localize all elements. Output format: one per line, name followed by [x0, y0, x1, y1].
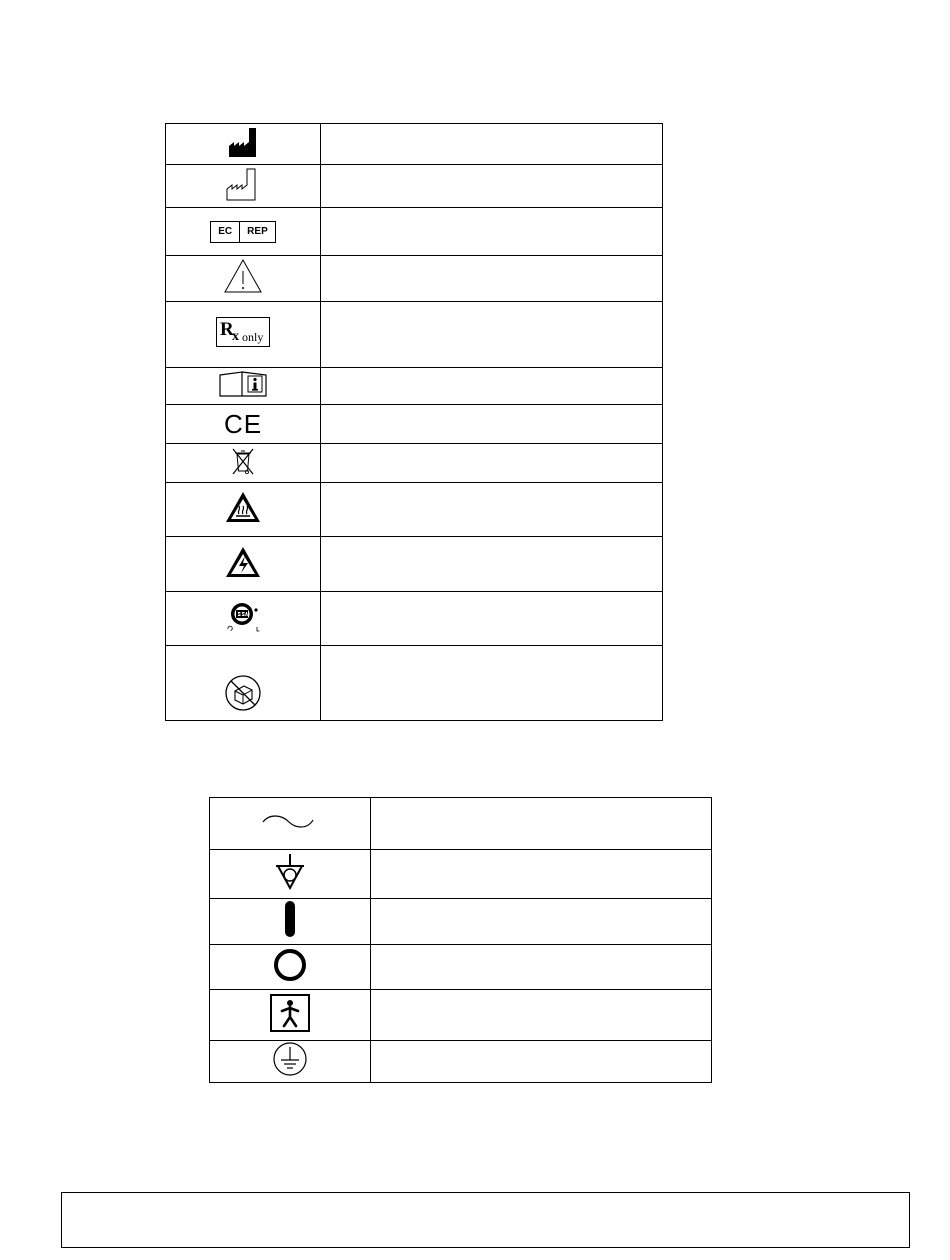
icon-cell: [210, 945, 371, 990]
table-row: [210, 1041, 712, 1083]
icon-cell: [166, 537, 321, 592]
table-row: [210, 945, 712, 990]
table-row: [166, 537, 663, 592]
date-of-manufacture-icon: [226, 167, 260, 201]
icon-cell: [166, 124, 321, 165]
icon-cell: [166, 368, 321, 405]
icon-cell: [166, 405, 321, 444]
description-cell: [321, 124, 663, 165]
description-cell: [321, 592, 663, 646]
icon-cell: [210, 1041, 371, 1083]
rx-r-glyph: R: [220, 319, 234, 340]
equipotentiality-icon: [270, 852, 310, 892]
table-row: [210, 850, 712, 899]
table-row: [166, 405, 663, 444]
table-row: [166, 368, 663, 405]
description-cell: [321, 256, 663, 302]
table-row: [166, 592, 663, 646]
table-row: [166, 302, 663, 368]
description-cell: [371, 798, 712, 850]
table-row: [210, 798, 712, 850]
icon-cell: [210, 899, 371, 945]
symbols-table-1: [165, 123, 663, 721]
hot-surface-icon: [224, 490, 262, 524]
icon-cell: [166, 256, 321, 302]
table-row: [210, 899, 712, 945]
rx-only-label: only: [242, 330, 264, 344]
icon-cell: [210, 798, 371, 850]
description-cell: [321, 405, 663, 444]
description-cell: [321, 368, 663, 405]
table-row: [166, 124, 663, 165]
rx-only-icon: [216, 317, 270, 347]
table-row: [166, 646, 663, 721]
description-cell: [321, 165, 663, 208]
protective-earth-icon: [272, 1041, 308, 1077]
footer-box: [61, 1192, 910, 1248]
description-cell: [371, 990, 712, 1041]
table-row: [210, 990, 712, 1041]
table-row: [166, 483, 663, 537]
do-not-use-if-damaged-icon: [224, 674, 262, 712]
icon-cell: [166, 302, 321, 368]
ec-label: EC: [218, 225, 233, 237]
manufacturer-icon: [228, 126, 258, 158]
description-cell: [371, 1041, 712, 1083]
description-cell: [321, 646, 663, 721]
icon-cell: [210, 990, 371, 1041]
icon-cell: [166, 165, 321, 208]
description-cell: [371, 899, 712, 945]
table-row: [166, 165, 663, 208]
icon-cell: [166, 483, 321, 537]
icon-cell: [166, 208, 321, 256]
description-cell: [321, 483, 663, 537]
table-row: [166, 444, 663, 483]
description-cell: [321, 537, 663, 592]
icon-cell: [210, 850, 371, 899]
consult-instructions-icon: [218, 370, 268, 398]
description-cell: [321, 444, 663, 483]
weee-bin-icon: [230, 446, 256, 476]
rx-x-glyph: x: [232, 329, 239, 344]
power-off-icon: [273, 948, 307, 982]
ec-rep-icon: [210, 221, 275, 243]
description-cell: [371, 850, 712, 899]
description-cell: [321, 208, 663, 256]
csa-certification-icon: [223, 599, 263, 633]
table-row: [166, 256, 663, 302]
description-cell: [371, 945, 712, 990]
type-b-applied-part-icon: [269, 993, 311, 1033]
icon-cell: [166, 444, 321, 483]
rep-label: REP: [239, 222, 275, 242]
symbols-table-2: [209, 797, 712, 1083]
alternating-current-icon: [261, 814, 319, 830]
power-on-icon: [284, 900, 296, 938]
description-cell: [321, 302, 663, 368]
table-row: [166, 208, 663, 256]
icon-cell: [166, 646, 321, 721]
icon-cell: [166, 592, 321, 646]
caution-icon: [223, 258, 263, 294]
electrical-hazard-icon: [224, 545, 262, 579]
ce-mark-icon: CE: [223, 408, 263, 439]
